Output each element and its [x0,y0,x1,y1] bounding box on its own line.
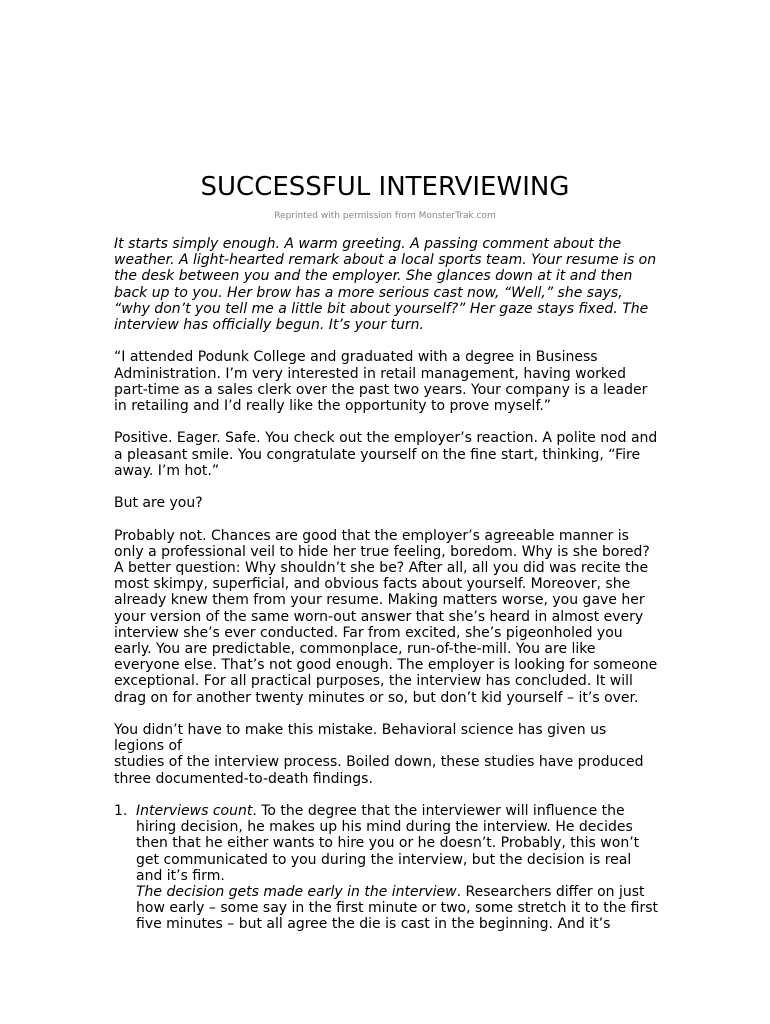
list-number: 1. [114,803,128,820]
list-item-lead [136,803,659,884]
intro-paragraph: It starts simply enough. A warm greeting. A passing comment about the weather. A light-hearted remark about a local sports team. Your resume is on the desk between you and the employer. She glances down at it and then back up to you. Her brow has a more serious cast now, “Well,” she says, “why don’t you tell me a little bit about yourself?” Her gaze stays fixed. The interview has officially begun. It’s your turn. [114,236,657,334]
list-item-subheading: The decision gets made early in the interview [136,884,457,901]
reprint-credit: Reprinted with permission from MonsterTrak.com [274,211,496,221]
list-item-heading: Interviews count [136,803,253,820]
list-item-subtext: . Researchers differ on just how early – some say in the first minute or two, some stretch it to the first five minutes – but all agree the die is cast in the beginning. And it’s [136,884,659,933]
list-item-sub [136,884,659,933]
science-paragraph [114,722,659,787]
science-paragraph-line-b: studies of the interview process. Boiled down, these studies have produced three documented-to-death findings. [114,754,644,787]
page-title: SUCCESSFUL INTERVIEWING [200,172,570,202]
findings-list [114,803,659,933]
body-paragraph: Positive. Eager. Safe. You check out the employer’s reaction. A polite nod and a pleasant smile. You congratulate yourself on the fine start, thinking, “Fire away. I’m hot.” [114,430,658,479]
body-paragraph: “I attended Podunk College and graduated with a degree in Business Administration. I’m very interested in retail management, having worked part-time as a sales clerk over the past two years. Your company is a leader in retailing and I’d really like the opportunity to prove myself.” [114,349,648,415]
science-paragraph-line-a: You didn’t have to make this mistake. Behavioral science has given us legions of [114,722,607,755]
list-item [114,803,659,933]
list-item-text: . To the degree that the interviewer will influence the hiring decision, he makes up his mind during the interview. He decides then that he either wants to hire you or he doesn’t. Probably, this won’t get communicated to you during the interview, but the decision is real and it’s firm. [136,803,640,884]
article-body [114,236,659,933]
body-paragraph: But are you? [114,495,203,512]
body-paragraph: Probably not. Chances are good that the employer’s agreeable manner is only a professional veil to hide her true feeling, boredom. Why is she bored? A better question: Why shouldn’t she be? After all, all you did was recite the most skimpy, superficial, and obvious facts about yourself. Moreover, she already knew them from your resume. Making matters worse, you gave her your version of the same worn-out answer that she’s heard in almost every interview she’s ever conducted. Far from excited, she’s pigeonholed you early. You are predictable, commonplace, run-of-the-mill. You are like everyone else. That’s not good enough. The employer is looking for someone exceptional. For all practical purposes, the interview has concluded. It will drag on for another twenty minutes or so, but don’t kid yourself – it’s over. [114,527,658,706]
